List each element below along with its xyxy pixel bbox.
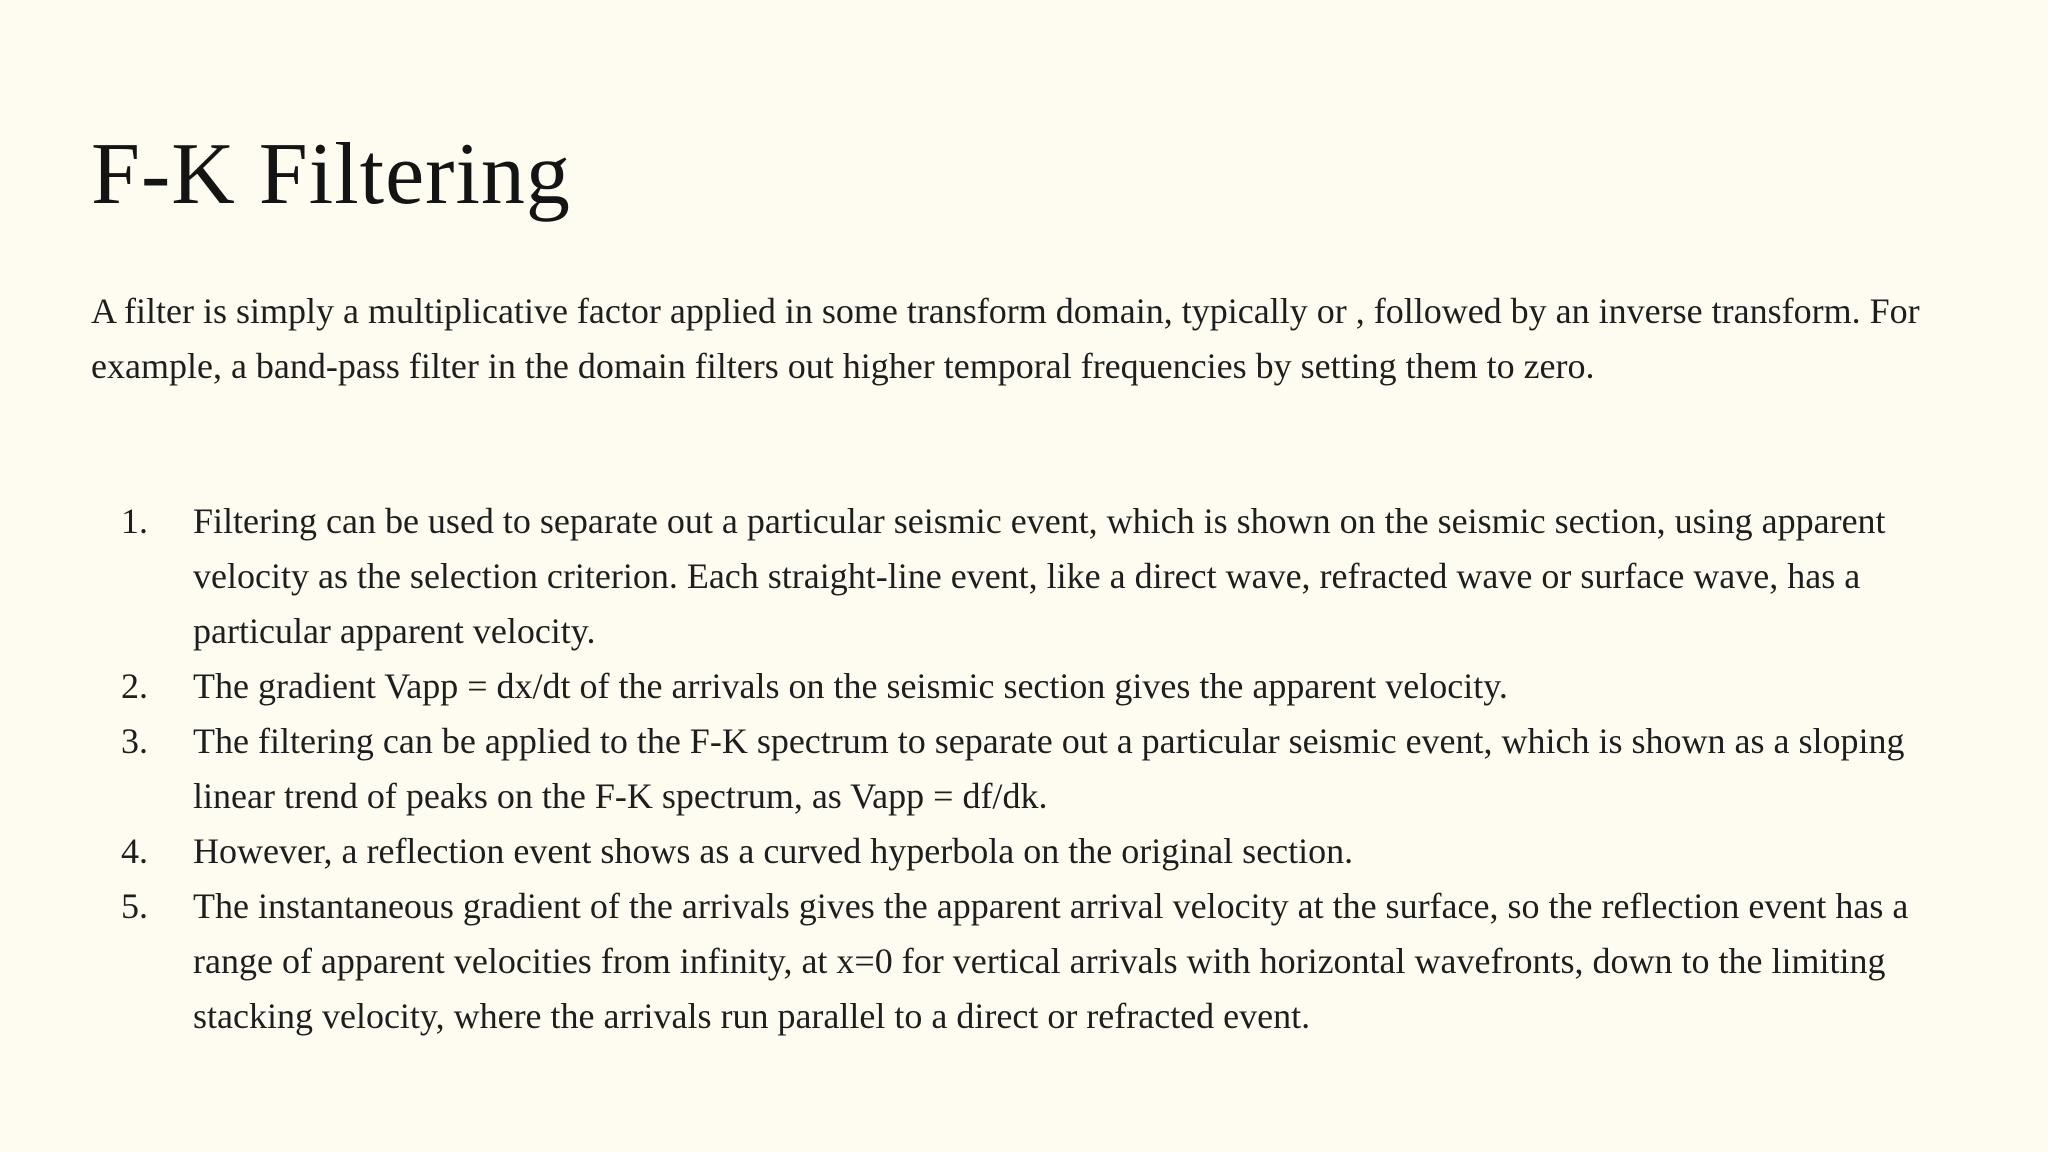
list-item: [91, 714, 1971, 824]
list-item: [91, 824, 1971, 879]
list-item-number: 1.: [121, 501, 148, 541]
list-item: [91, 659, 1971, 714]
list-item-text: The filtering can be applied to the F-K spectrum to separate out a particular seismic event, which is shown as a sloping linear trend of peaks on the F-K spectrum, as Vapp = df/dk.: [193, 721, 1905, 816]
numbered-list: [91, 494, 1971, 1044]
list-item-number: 3.: [121, 721, 148, 761]
list-item-text: The gradient Vapp = dx/dt of the arrivals on the seismic section gives the apparent velocity.: [193, 666, 1508, 706]
list-item: [91, 494, 1971, 659]
slide-title: F-K Filtering: [91, 126, 571, 223]
list-item-number: 4.: [121, 831, 148, 871]
list-item-text: However, a reflection event shows as a curved hyperbola on the original section.: [193, 831, 1354, 871]
list-item-number: 2.: [121, 666, 148, 706]
list-item-text: The instantaneous gradient of the arrivals gives the apparent arrival velocity at the surface, so the reflection event has a range of apparent velocities from infinity, at x=0 for vertical arrivals with horizontal wavefronts, down to the limiting stacking velocity, where the arrivals run parallel to a direct or refracted event.: [193, 886, 1909, 1036]
intro-paragraph: A filter is simply a multiplicative factor applied in some transform domain, typically or , followed by an inverse transform. For example, a band-pass filter in the domain filters out higher temporal frequencies by setting them to zero.: [91, 291, 1920, 386]
list-item-number: 5.: [121, 886, 148, 926]
list-item-text: Filtering can be used to separate out a particular seismic event, which is shown on the seismic section, using apparent velocity as the selection criterion. Each straight-line event, like a direct wave, refracted wave or surface wave, has a particular apparent velocity.: [193, 501, 1886, 651]
list-item: [91, 879, 1971, 1044]
